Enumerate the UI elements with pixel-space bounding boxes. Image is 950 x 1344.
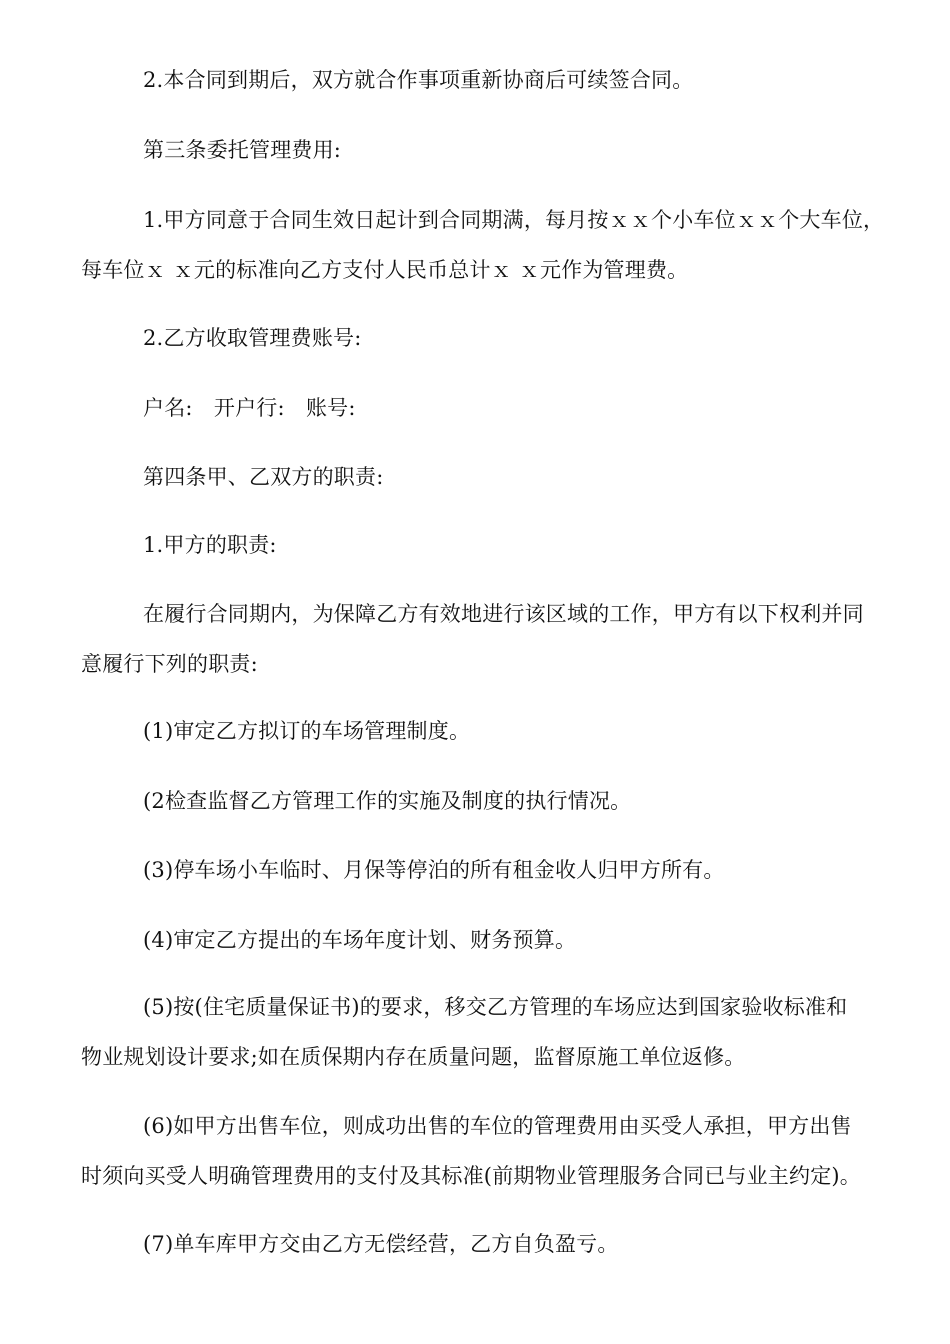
- paragraph-fee-line-1: 1.甲方同意于合同生效日起计到合同期满，每月按ｘｘ个小车位ｘｘ个大车位，: [143, 208, 885, 232]
- list-item-3: (3)停车场小车临时、月保等停泊的所有租金收人归甲方所有。: [143, 858, 725, 882]
- list-item-6-line-2: 时须向买受人明确管理费用的支付及其标准(前期物业管理服务合同已与业主约定)。: [81, 1164, 861, 1188]
- list-item-5-line-1: (5)按(住宅质量保证书)的要求，移交乙方管理的车场应达到国家验收标准和: [143, 995, 848, 1019]
- heading-party-a-duties: 1.甲方的职责:: [143, 533, 277, 557]
- list-item-5-line-2: 物业规划设计要求;如在质保期内存在质量问题，监督原施工单位返修。: [81, 1045, 746, 1069]
- list-item-6-line-1: (6)如甲方出售车位，则成功出售的车位的管理费用由买受人承担，甲方出售: [143, 1114, 852, 1138]
- list-item-2: (2检查监督乙方管理工作的实施及制度的执行情况。: [143, 789, 632, 813]
- paragraph-account-intro: 2.乙方收取管理费账号:: [143, 326, 362, 350]
- heading-article-three: 第三条委托管理费用:: [143, 138, 342, 162]
- paragraph-contract-renewal: 2.本合同到期后，双方就合作事项重新协商后可续签合同。: [143, 68, 694, 92]
- paragraph-duties-intro-line-1: 在履行合同期内，为保障乙方有效地进行该区域的工作，甲方有以下权利并同: [143, 602, 864, 626]
- paragraph-duties-intro-line-2: 意履行下列的职责:: [81, 652, 258, 676]
- list-item-7: (7)单车库甲方交由乙方无偿经营，乙方自负盈亏。: [143, 1232, 619, 1256]
- list-item-4: (4)审定乙方提出的车场年度计划、财务预算。: [143, 928, 577, 952]
- paragraph-account-fields: 户名: 开户行: 账号:: [143, 396, 356, 420]
- heading-article-four: 第四条甲、乙双方的职责:: [143, 465, 384, 489]
- list-item-1: (1)审定乙方拟订的车场管理制度。: [143, 719, 471, 743]
- paragraph-fee-line-2: 每车位ｘ ｘ元的标准向乙方支付人民币总计ｘ ｘ元作为管理费。: [81, 258, 689, 282]
